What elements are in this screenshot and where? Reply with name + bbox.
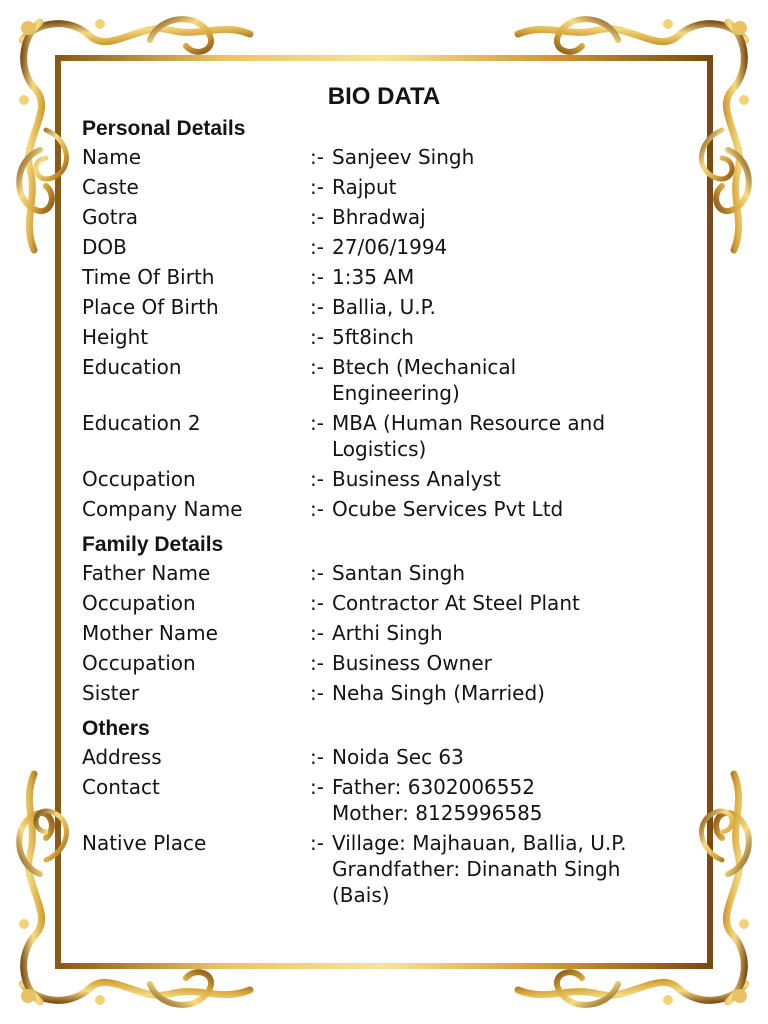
- side-flourish-left: [36, 130, 66, 860]
- row-value: Contractor At Steel Plant: [332, 591, 580, 615]
- row-label: Caste: [82, 175, 139, 199]
- row-value: MBA (Human Resource and Logistics): [332, 411, 606, 461]
- row-label: Sister: [82, 681, 140, 705]
- row-value: Neha Singh (Married): [332, 681, 545, 705]
- row-value: Business Analyst: [332, 467, 501, 491]
- detail-row: [82, 324, 682, 350]
- row-separator: :-: [310, 205, 324, 229]
- row-separator: :-: [310, 681, 324, 705]
- row-label: Company Name: [82, 497, 243, 521]
- row-separator: :-: [310, 775, 324, 799]
- page-title: BIO DATA: [327, 83, 441, 110]
- row-value: 1:35 AM: [332, 265, 415, 289]
- row-separator: :-: [310, 411, 324, 435]
- row-value: Business Owner: [332, 651, 492, 675]
- row-value: 27/06/1994: [332, 235, 448, 259]
- row-value: Noida Sec 63: [332, 745, 464, 769]
- detail-row: [82, 410, 682, 462]
- row-separator: :-: [310, 235, 324, 259]
- row-separator: :-: [310, 651, 324, 675]
- row-label: Time Of Birth: [82, 265, 215, 289]
- detail-row: [82, 496, 682, 522]
- detail-row: [82, 264, 682, 290]
- row-value: Santan Singh: [332, 561, 466, 585]
- detail-row: [82, 680, 682, 706]
- row-label: Gotra: [82, 205, 139, 229]
- row-label: Mother Name: [82, 621, 218, 645]
- detail-row: [82, 204, 682, 230]
- row-separator: :-: [310, 467, 324, 491]
- row-value: Father: 6302006552 Mother: 8125996585: [332, 775, 543, 825]
- detail-row: [82, 590, 682, 616]
- section-others: [82, 714, 682, 908]
- row-label: Address: [82, 745, 162, 769]
- row-separator: :-: [310, 497, 324, 521]
- detail-row: [82, 744, 682, 770]
- row-label: Height: [82, 325, 149, 349]
- row-separator: :-: [310, 745, 324, 769]
- detail-row: [82, 830, 682, 908]
- detail-row: [82, 560, 682, 586]
- detail-row: [82, 174, 682, 200]
- row-value: Arthi Singh: [332, 621, 443, 645]
- row-value: Bhradwaj: [332, 205, 426, 229]
- section-heading: Personal Details: [82, 117, 246, 140]
- detail-row: [82, 620, 682, 646]
- row-separator: :-: [310, 621, 324, 645]
- row-label: DOB: [82, 235, 127, 259]
- row-label: Place Of Birth: [82, 295, 219, 319]
- detail-row: [82, 294, 682, 320]
- sections-container: [82, 114, 682, 908]
- row-value: Rajput: [332, 175, 397, 199]
- row-separator: :-: [310, 295, 324, 319]
- detail-row: [82, 234, 682, 260]
- row-value: Btech (Mechanical Engineering): [332, 355, 517, 405]
- row-value: Ballia, U.P.: [332, 295, 436, 319]
- row-label: Name: [82, 145, 142, 169]
- row-value: Ocube Services Pvt Ltd: [332, 497, 564, 521]
- row-separator: :-: [310, 355, 324, 379]
- row-separator: :-: [310, 325, 324, 349]
- section-personal-details: [82, 114, 682, 522]
- detail-row: [82, 774, 682, 826]
- section-heading: Family Details: [82, 533, 224, 556]
- section-family-details: [82, 530, 682, 706]
- detail-row: [82, 354, 682, 406]
- row-label: Father Name: [82, 561, 211, 585]
- side-flourish-right: [702, 130, 732, 860]
- row-value: Sanjeev Singh: [332, 145, 475, 169]
- section-heading: Others: [82, 717, 150, 740]
- row-label: Education: [82, 355, 182, 379]
- row-separator: :-: [310, 145, 324, 169]
- row-separator: :-: [310, 591, 324, 615]
- row-separator: :-: [310, 265, 324, 289]
- row-value: 5ft8inch: [332, 325, 414, 349]
- row-label: Occupation: [82, 467, 196, 491]
- row-label: Occupation: [82, 651, 196, 675]
- row-label: Contact: [82, 775, 160, 799]
- row-separator: :-: [310, 561, 324, 585]
- detail-row: [82, 466, 682, 492]
- row-label: Native Place: [82, 831, 207, 855]
- detail-row: [82, 650, 682, 676]
- row-separator: :-: [310, 831, 324, 855]
- detail-row: [82, 144, 682, 170]
- row-value: Village: Majhauan, Ballia, U.P. Grandfather: Dinanath Singh (Bais): [332, 831, 627, 907]
- row-separator: :-: [310, 175, 324, 199]
- row-label: Occupation: [82, 591, 196, 615]
- biodata-document: [82, 80, 682, 908]
- row-label: Education 2: [82, 411, 201, 435]
